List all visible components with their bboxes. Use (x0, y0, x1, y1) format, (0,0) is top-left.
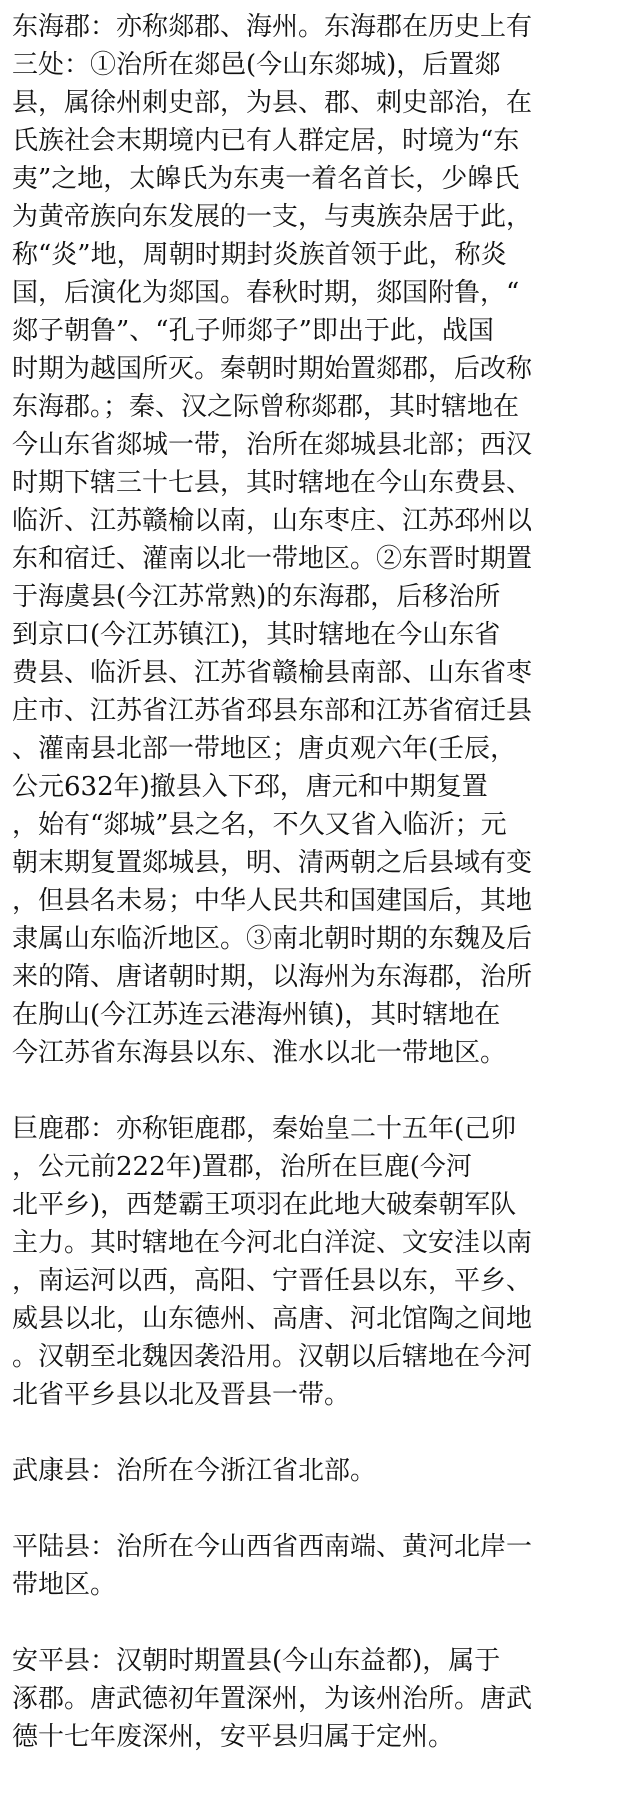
text-line: 北省平乡县以北及晋县一带。 (12, 1380, 351, 1410)
text-line: ，南运河以西，高阳、宁晋任县以东，平乡、 (12, 1266, 533, 1296)
text-line: 今山东省郯城一带，治所在郯城县北部；西汉 (12, 430, 533, 460)
text-line: 。汉朝至北魏因袭沿用。汉朝以后辖地在今河 (12, 1342, 533, 1372)
text-line: 国，后演化为郯国。春秋时期，郯国附鲁，“ (12, 278, 520, 308)
text-line: 带地区。 (12, 1570, 117, 1600)
text-line: 为黄帝族向东发展的一支，与夷族杂居于此， (12, 202, 533, 232)
text-line: 武康县：治所在今浙江省北部。 (12, 1456, 377, 1486)
entry-anping-county (12, 1642, 630, 1756)
text-line: 时期下辖三十七县，其时辖地在今山东费县、 (12, 468, 533, 498)
text-line: 威县以北，山东德州、高唐、河北馆陶之间地 (12, 1304, 533, 1334)
text-line: 夷”之地，太皞氏为东夷一着名首长，少皞氏 (12, 164, 520, 194)
text-line: ，公元前222年)置郡，治所在巨鹿(今河 (12, 1152, 472, 1182)
text-line: 来的隋、唐诸朝时期，以海州为东海郡，治所 (12, 962, 533, 992)
text-line: 东和宿迁、灌南以北一带地区。②东晋时期置 (12, 544, 533, 574)
text-line: 北平乡)，西楚霸王项羽在此地大破秦朝军队 (12, 1190, 517, 1220)
text-line: 今江苏省东海县以东、淮水以北一带地区。 (12, 1038, 507, 1068)
text-line: ，始有“郯城”县之名，不久又省入临沂；元 (12, 810, 507, 840)
text-line: 、灌南县北部一带地区；唐贞观六年(壬辰， (12, 734, 517, 764)
text-line: 东海郡。；秦、汉之际曾称郯郡，其时辖地在 (12, 392, 520, 422)
entry-wukang-county (12, 1452, 630, 1490)
text-line: 于海虞县(今江苏常熟)的东海郡，后移治所 (12, 582, 501, 612)
text-line: 费县、临沂县、江苏省赣榆县南部、山东省枣 (12, 658, 533, 688)
text-line: 公元632年)撤县入下邳，唐元和中期复置 (12, 772, 488, 802)
text-line: 时期为越国所灭。秦朝时期始置郯郡，后改称 (12, 354, 533, 384)
text-line: 县，属徐州刺史部，为县、郡、刺史部治，在 (12, 88, 533, 118)
text-line: 巨鹿郡：亦称钜鹿郡，秦始皇二十五年(己卯 (12, 1114, 517, 1144)
entry-donghai-commandery (12, 8, 630, 1072)
text-line: 隶属山东临沂地区。③南北朝时期的东魏及后 (12, 924, 533, 954)
text-line: 氏族社会末期境内已有人群定居，时境为“东 (12, 126, 520, 156)
text-line: 在朐山(今江苏连云港海州镇)，其时辖地在 (12, 1000, 501, 1030)
text-line: ，但县名未易；中华人民共和国建国后，其地 (12, 886, 533, 916)
text-line: 平陆县：治所在今山西省西南端、黄河北岸一 (12, 1532, 533, 1562)
text-line: 临沂、江苏赣榆以南，山东枣庄、江苏邳州以 (12, 506, 533, 536)
text-line: 三处：①治所在郯邑(今山东郯城)，后置郯 (12, 50, 501, 80)
text-line: 郯子朝鲁”、“孔子师郯子”即出于此，战国 (12, 316, 494, 346)
entry-pinglu-county (12, 1528, 630, 1604)
text-line: 安平县：汉朝时期置县(今山东益都)，属于 (12, 1646, 501, 1676)
text-line: 涿郡。唐武德初年置深州，为该州治所。唐武 (12, 1684, 533, 1714)
text-line: 主力。其时辖地在今河北白洋淀、文安洼以南 (12, 1228, 533, 1258)
entry-julu-commandery (12, 1110, 630, 1414)
text-line: 朝末期复置郯城县，明、清两朝之后县域有变 (12, 848, 533, 878)
text-line: 庄市、江苏省江苏省邳县东部和江苏省宿迁县 (12, 696, 533, 726)
text-line: 东海郡：亦称郯郡、海州。东海郡在历史上有 (12, 12, 533, 42)
text-line: 称“炎”地，周朝时期封炎族首领于此，称炎 (12, 240, 507, 270)
text-line: 到京口(今江苏镇江)，其时辖地在今山东省 (12, 620, 501, 650)
text-line: 德十七年废深州，安平县归属于定州。 (12, 1722, 455, 1752)
